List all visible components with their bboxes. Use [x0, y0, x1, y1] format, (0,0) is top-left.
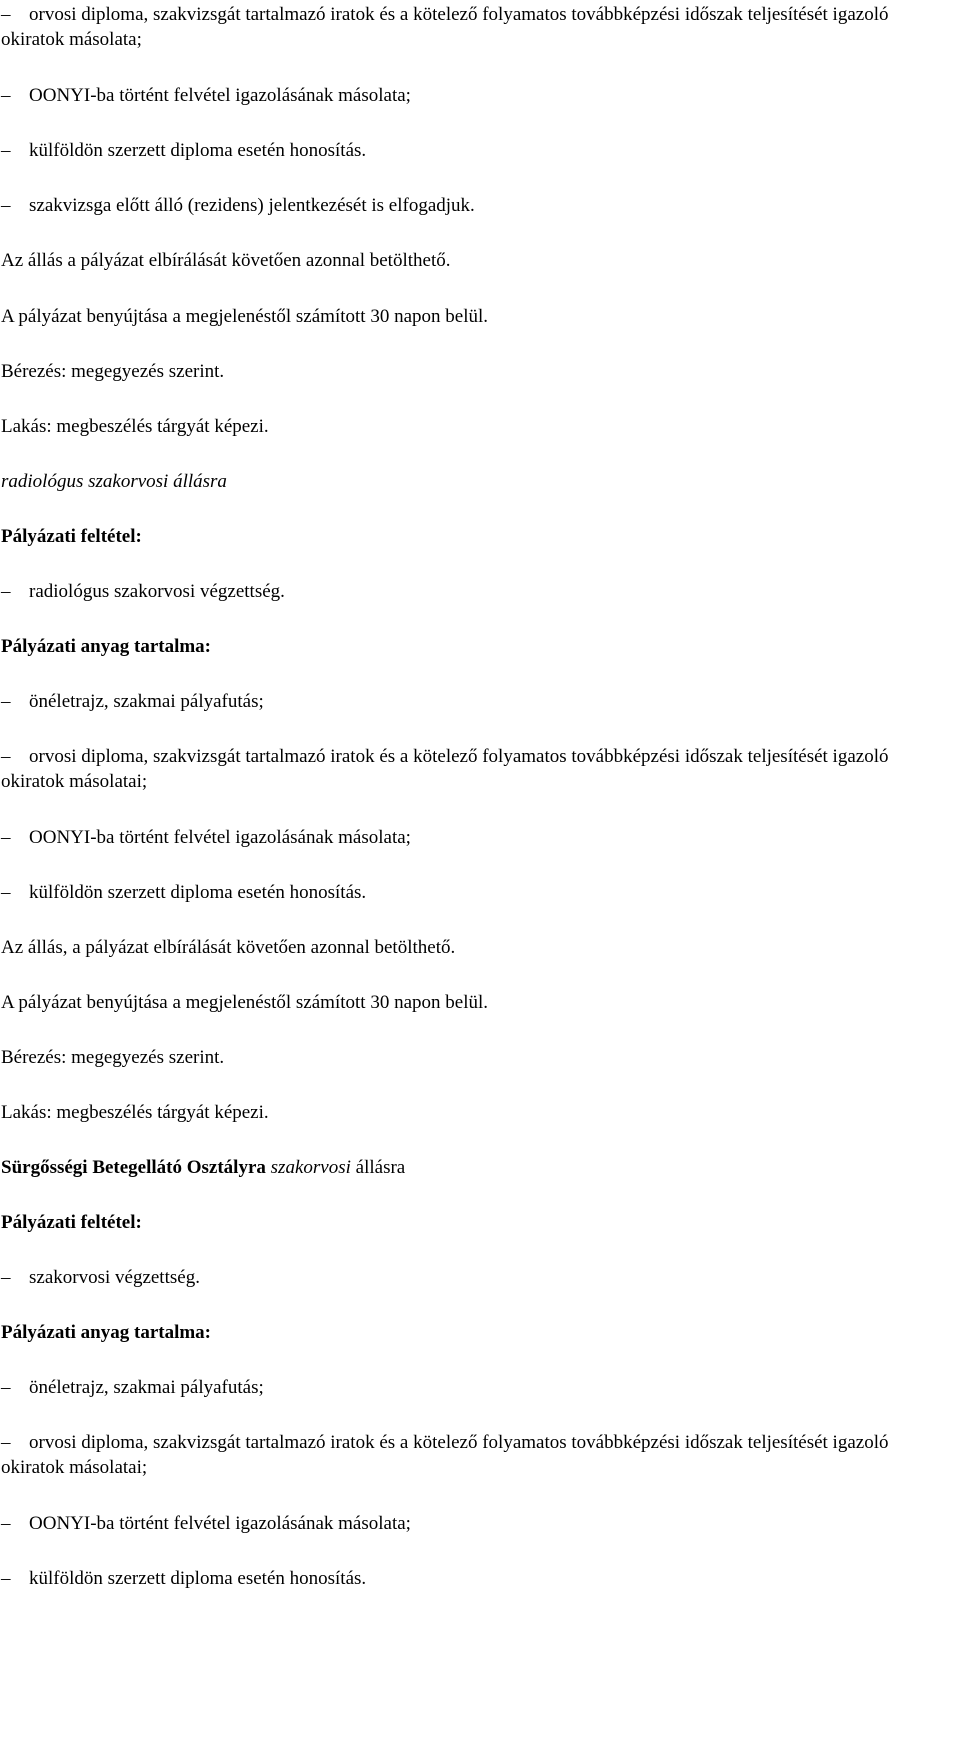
list-dash: –: [1, 581, 11, 602]
list-dash: –: [1, 85, 11, 106]
list-item: [1, 1265, 951, 1290]
list-item: [1, 825, 951, 850]
list-item-text: OONYI-ba történt felvétel igazolásának másolata;: [29, 827, 411, 848]
list-item-text: külföldön szerzett diploma esetén honosítás.: [29, 140, 367, 161]
list-item-text: szakorvosi végzettség.: [29, 1267, 200, 1288]
position-type: szakorvosi: [270, 1157, 351, 1178]
paragraph: Lakás: megbeszélés tárgyát képezi.: [1, 1102, 269, 1123]
section-heading: Pályázati feltétel:: [1, 526, 142, 547]
position-suffix: állásra: [350, 1157, 406, 1178]
list-dash: –: [1, 746, 11, 767]
list-item-text: orvosi diploma, szakvizsgát tartalmazó iratok és a kötelező folyamatos továbbképzési időszak teljesítését igazoló okiratok másolata;: [1, 4, 889, 50]
list-item: [1, 579, 951, 604]
paragraph: Az állás a pályázat elbírálását követően azonnal betölthető.: [1, 250, 451, 271]
section-heading: Pályázati anyag tartalma:: [1, 1322, 212, 1343]
paragraph: A pályázat benyújtása a megjelenéstől számított 30 napon belül.: [1, 992, 488, 1013]
list-dash: –: [1, 1513, 11, 1534]
paragraph: Bérezés: megegyezés szerint.: [1, 361, 225, 382]
list-item-text: radiológus szakorvosi végzettség.: [29, 581, 285, 602]
paragraph: A pályázat benyújtása a megjelenéstől számított 30 napon belül.: [1, 306, 488, 327]
list-dash: –: [1, 195, 11, 216]
paragraph: Bérezés: megegyezés szerint.: [1, 1047, 225, 1068]
list-item-text: orvosi diploma, szakvizsgát tartalmazó iratok és a kötelező folyamatos továbbképzési időszak teljesítését igazoló okiratok másolatai;: [1, 1432, 889, 1478]
list-item-text: OONYI-ba történt felvétel igazolásának másolata;: [29, 85, 411, 106]
list-item: [1, 880, 951, 905]
list-item-text: önéletrajz, szakmai pályafutás;: [29, 1377, 264, 1398]
list-item-text: szakvizsga előtt álló (rezidens) jelentkezését is elfogadjuk.: [29, 195, 475, 216]
list-item-text: külföldön szerzett diploma esetén honosítás.: [29, 1568, 367, 1589]
list-item: [1, 1566, 951, 1591]
list-dash: –: [1, 1568, 11, 1589]
section-title: radiológus szakorvosi állásra: [1, 471, 227, 492]
list-item: [1, 744, 951, 794]
list-item: [1, 138, 951, 163]
list-dash: –: [1, 1432, 11, 1453]
section-title: [1, 1155, 951, 1180]
department-name: Sürgősségi Betegellátó Osztályra: [1, 1157, 266, 1178]
list-dash: –: [1, 1377, 11, 1398]
list-item: [1, 83, 951, 108]
list-dash: –: [1, 882, 11, 903]
list-item: [1, 689, 951, 714]
list-item: [1, 193, 951, 218]
list-dash: –: [1, 1267, 11, 1288]
list-item: [1, 1511, 951, 1536]
list-item-text: OONYI-ba történt felvétel igazolásának másolata;: [29, 1513, 411, 1534]
list-item-text: külföldön szerzett diploma esetén honosítás.: [29, 882, 367, 903]
list-item-text: önéletrajz, szakmai pályafutás;: [29, 691, 264, 712]
list-item: [1, 1430, 951, 1480]
list-dash: –: [1, 140, 11, 161]
section-heading: Pályázati feltétel:: [1, 1212, 142, 1233]
list-item-text: orvosi diploma, szakvizsgát tartalmazó iratok és a kötelező folyamatos továbbképzési időszak teljesítését igazoló okiratok másolatai;: [1, 746, 889, 792]
list-dash: –: [1, 827, 11, 848]
list-dash: –: [1, 4, 11, 25]
list-item: [1, 2, 951, 52]
list-item: [1, 1375, 951, 1400]
list-dash: –: [1, 691, 11, 712]
paragraph: Az állás, a pályázat elbírálását követően azonnal betölthető.: [1, 937, 456, 958]
section-heading: Pályázati anyag tartalma:: [1, 636, 212, 657]
paragraph: Lakás: megbeszélés tárgyát képezi.: [1, 416, 269, 437]
